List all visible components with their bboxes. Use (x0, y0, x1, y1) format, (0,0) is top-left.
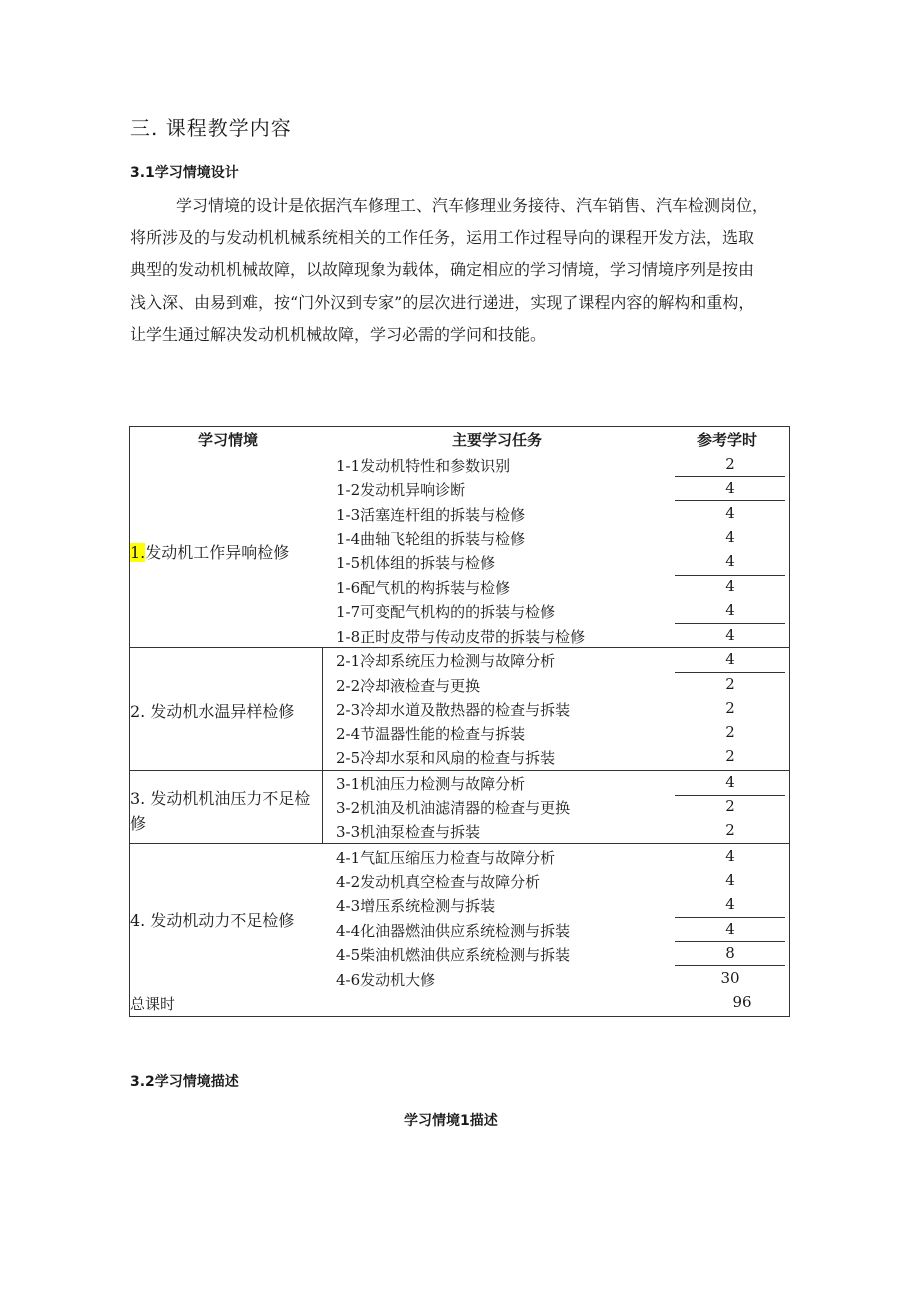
cell-line (675, 500, 785, 501)
task-cell: 1-4曲轴飞轮组的拆装与检修 (336, 530, 526, 548)
column-divider (322, 647, 323, 843)
hours-cell: 4 (725, 895, 735, 913)
cell-line (675, 795, 785, 796)
paragraph-line: 浅入深、由易到难，按“门外汉到专家”的层次进行递进，实现了课程内容的解构和重构， (130, 292, 755, 312)
hours-cell: 4 (725, 847, 735, 865)
learning-situation-table (129, 426, 790, 1017)
hours-cell: 4 (725, 871, 735, 889)
situation-1 (130, 540, 289, 563)
task-cell: 1-3活塞连杆组的拆装与检修 (336, 506, 526, 524)
header-hours: 参考学时 (697, 431, 758, 449)
situation-1-caption: 学习情境1描述 (404, 1113, 498, 1129)
group-divider (130, 770, 789, 771)
hours-cell: 8 (725, 944, 735, 962)
hours-cell: 4 (725, 626, 735, 644)
situation-4: 4. 发动机动力不足检修 (130, 911, 295, 930)
subsection-title-3-2: 3.2学习情境描述 (130, 1074, 239, 1090)
cell-line (675, 623, 785, 624)
task-cell: 4-1气缸压缩压力检查与故障分析 (336, 849, 556, 867)
group-divider (130, 843, 789, 844)
hours-cell: 4 (725, 601, 735, 619)
hours-cell: 2 (725, 723, 735, 741)
cell-line (675, 941, 785, 942)
hours-cell: 2 (725, 797, 735, 815)
hours-cell: 4 (725, 650, 735, 668)
header-tasks: 主要学习任务 (452, 431, 543, 449)
situation-3-line2: 修 (130, 814, 147, 833)
hours-cell: 2 (725, 675, 735, 693)
task-cell: 1-7可变配气机构的的拆装与检修 (336, 603, 556, 621)
paragraph-line: 典型的发动机机械故障，以故障现象为载体，确定相应的学习情境，学习情境序列是按由 (130, 260, 755, 280)
situation-3-line1: 3. 发动机机油压力不足检 (130, 789, 311, 808)
hours-cell: 2 (725, 455, 735, 473)
hours-cell: 4 (725, 479, 735, 497)
task-cell: 1-1发动机特性和参数识别 (336, 457, 511, 475)
task-cell: 1-2发动机异响诊断 (336, 481, 466, 499)
situation-2: 2. 发动机水温异样检修 (130, 702, 295, 721)
task-cell: 2-2冷却液检查与更换 (336, 677, 481, 695)
task-cell: 1-6配气机的构拆装与检修 (336, 579, 511, 597)
task-cell: 2-1冷却系统压力检测与故障分析 (336, 652, 556, 670)
task-cell: 4-3增压系统检测与拆装 (336, 897, 496, 915)
task-cell: 3-3机油泵检查与拆装 (336, 823, 481, 841)
hours-cell: 2 (725, 699, 735, 717)
cell-line (675, 917, 785, 918)
situation-text: 发动机工作异响检修 (145, 543, 290, 562)
cell-line (675, 672, 785, 673)
task-cell: 2-4节温器性能的检查与拆装 (336, 725, 526, 743)
hours-cell: 2 (725, 747, 735, 765)
cell-line (675, 575, 785, 576)
subsection-title-3-1: 3.1学习情境设计 (130, 165, 239, 181)
task-cell: 4-5柴油机燃油供应系统检测与拆装 (336, 946, 571, 964)
highlight-mark: 1. (130, 543, 146, 562)
group-divider (130, 647, 789, 648)
task-cell: 2-3冷却水道及散热器的检查与拆装 (336, 701, 571, 719)
hours-cell: 30 (720, 969, 740, 987)
total-hours: 96 (732, 993, 752, 1011)
paragraph-line: 学习情境的设计是依据汽车修理工、汽车修理业务接待、汽车销售、汽车检测岗位， (176, 196, 769, 215)
task-cell: 4-4化油器燃油供应系统检测与拆装 (336, 922, 571, 940)
intro-paragraph (130, 190, 790, 351)
task-cell: 4-6发动机大修 (336, 971, 436, 989)
cell-line (675, 476, 785, 477)
hours-cell: 4 (725, 528, 735, 546)
task-cell: 1-8正时皮带与传动皮带的拆装与检修 (336, 628, 586, 646)
hours-cell: 4 (725, 773, 735, 791)
cell-line (675, 965, 785, 966)
task-cell: 3-2机油及机油滤清器的检查与更换 (336, 799, 571, 817)
hours-cell: 4 (725, 577, 735, 595)
total-label: 总课时 (130, 995, 176, 1013)
section-title: 三. 课程教学内容 (130, 116, 292, 140)
hours-cell: 4 (725, 504, 735, 522)
header-situation: 学习情境 (198, 431, 259, 449)
task-cell: 4-2发动机真空检查与故障分析 (336, 873, 541, 891)
paragraph-line: 将所涉及的与发动机机械系统相关的工作任务，运用工作过程导向的课程开发方法，选取 (130, 228, 755, 248)
task-cell: 1-5机体组的拆装与检修 (336, 554, 496, 572)
paragraph-line: 让学生通过解决发动机机械故障，学习必需的学问和技能。 (130, 324, 547, 344)
hours-cell: 4 (725, 552, 735, 570)
task-cell: 2-5冷却水泵和风扇的检查与拆装 (336, 749, 556, 767)
task-cell: 3-1机油压力检测与故障分析 (336, 775, 526, 793)
hours-cell: 4 (725, 920, 735, 938)
hours-cell: 2 (725, 821, 735, 839)
